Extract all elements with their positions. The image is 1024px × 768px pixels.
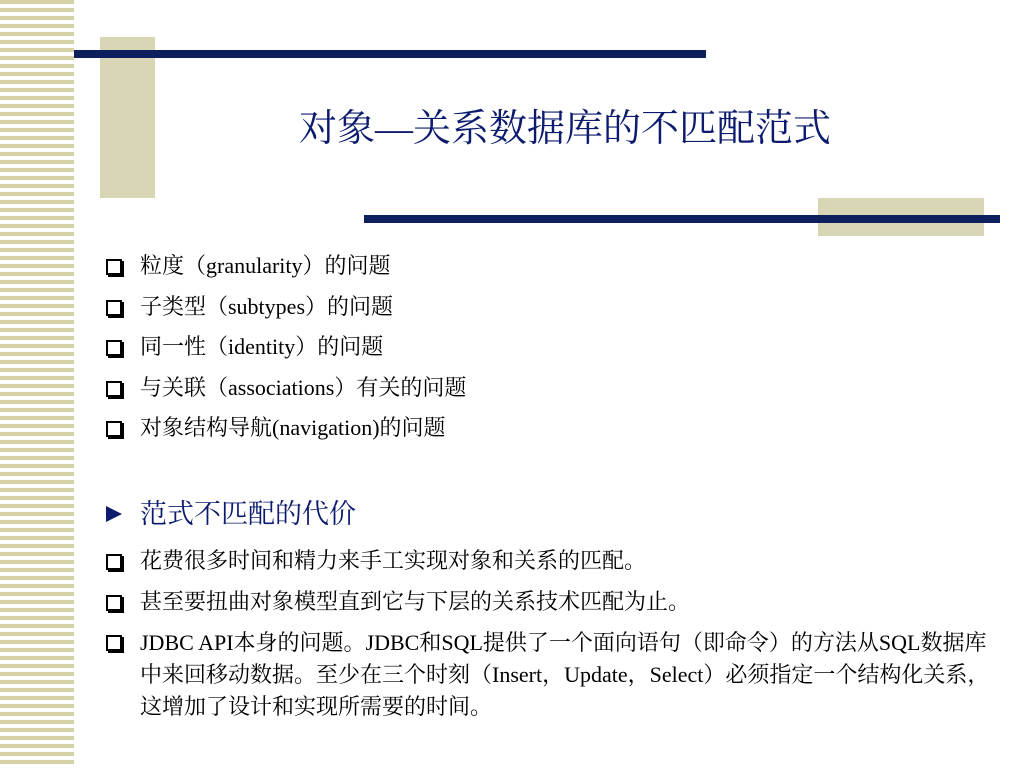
list-item-text: 对象结构导航(navigation)的问题: [140, 415, 446, 440]
list-item: [102, 327, 1002, 368]
title-rule-bottom: [364, 215, 1000, 223]
topic-list: [102, 246, 1002, 449]
title-rule-top: [74, 50, 706, 58]
list-item: [102, 246, 1002, 287]
decorative-stripes: [0, 0, 74, 768]
list-item: [102, 582, 1002, 623]
list-item: [102, 541, 1002, 582]
title-accent-box: [100, 37, 155, 198]
list-item-text: 甚至要扭曲对象模型直到它与下层的关系技术匹配为止。: [140, 588, 691, 614]
list-item-text: 粒度（granularity）的问题: [140, 253, 391, 278]
list-item-text: 同一性（identity）的问题: [140, 334, 384, 359]
slide-title: 对象—关系数据库的不匹配范式: [298, 108, 831, 150]
square-bullet-icon: [106, 259, 122, 275]
cost-list: [102, 541, 1002, 723]
square-bullet-icon: [106, 635, 122, 651]
arrow-bullet-icon: [106, 506, 122, 522]
section-heading-text: 范式不匹配的代价: [140, 499, 356, 529]
list-item: [102, 287, 1002, 328]
list-item: [102, 408, 1002, 449]
square-bullet-icon: [106, 554, 122, 570]
square-bullet-icon: [106, 300, 122, 316]
list-item-text: 花费很多时间和精力来手工实现对象和关系的匹配。: [140, 548, 647, 573]
section-heading: [102, 494, 356, 534]
square-bullet-icon: [106, 595, 122, 611]
list-item-text: 子类型（subtypes）的问题: [140, 293, 394, 319]
square-bullet-icon: [106, 340, 122, 356]
list-item-text: JDBC API本身的问题。JDBC和SQL提供了一个面向语句（即命令）的方法从SQL数据库中来回移动数据。至少在三个时刻（Insert，Update，Select）必须指定一个结构化关系，这增加了设计和实现所需要的时间。: [140, 630, 990, 719]
square-bullet-icon: [106, 421, 122, 437]
list-item-text: 与关联（associations）有关的问题: [140, 374, 467, 400]
list-item: [102, 622, 998, 723]
square-bullet-icon: [106, 381, 122, 397]
list-item: [102, 368, 1002, 409]
